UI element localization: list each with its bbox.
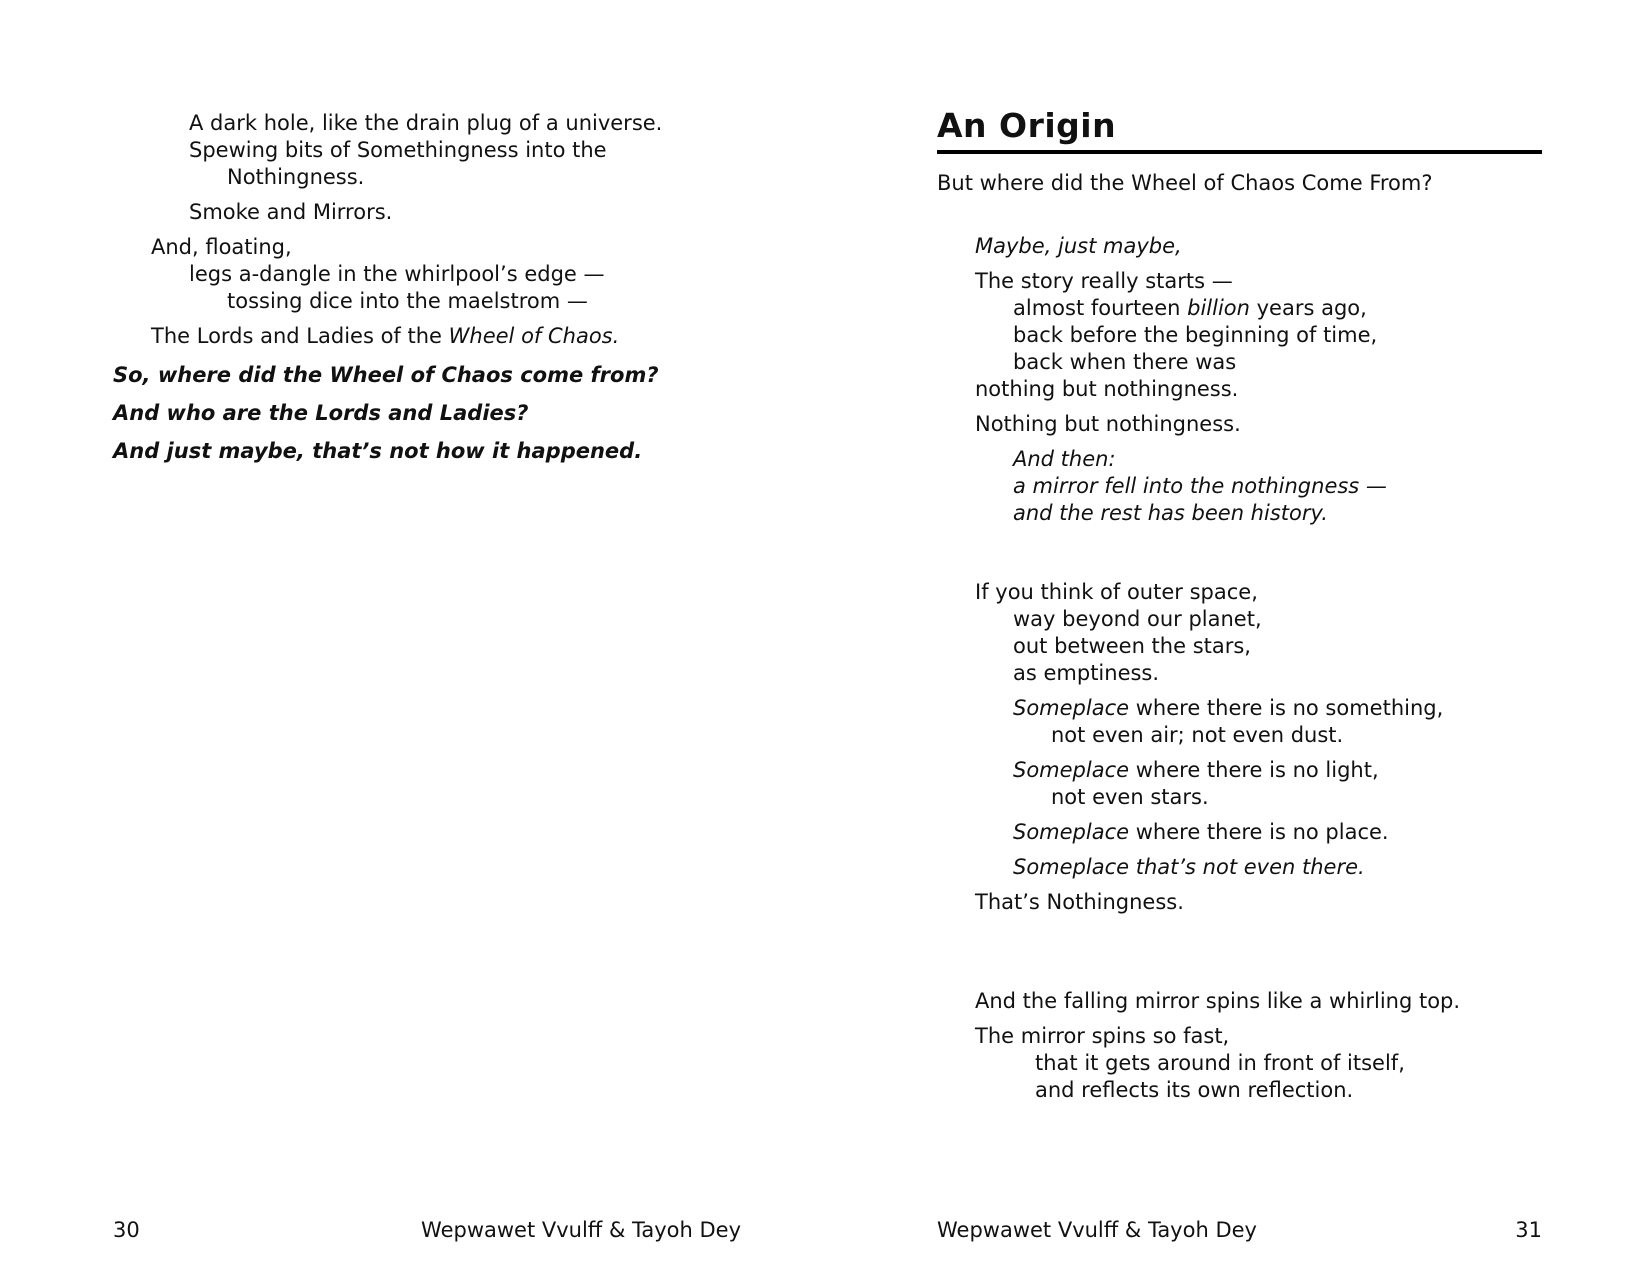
poem-line: [937, 1023, 1542, 1050]
stanza: [937, 1023, 1542, 1104]
poem-text: But where did the Wheel of Chaos Come From?: [937, 171, 1433, 195]
stanza: [937, 170, 1542, 197]
poem-line: [937, 322, 1542, 349]
poem-text: and reflects its own reflection.: [1035, 1078, 1354, 1102]
poem-line: [937, 1077, 1542, 1104]
poem-line: [937, 446, 1542, 473]
poem-text: Nothingness.: [227, 165, 365, 189]
stanza: [937, 446, 1542, 527]
poem-text: years ago,: [1249, 296, 1367, 320]
poem-line: [937, 784, 1542, 811]
stanza: [937, 579, 1542, 687]
poem-text: A dark hole, like the drain plug of a universe.: [189, 111, 663, 135]
poem-line: [113, 164, 741, 191]
poem-line: [937, 349, 1542, 376]
page-number: 30: [113, 1218, 140, 1242]
poem-text: back before the beginning of time,: [1013, 323, 1378, 347]
poem-line: [937, 988, 1542, 1015]
stanza: [937, 411, 1542, 438]
poem-text: not even stars.: [1051, 785, 1209, 809]
footer-left: [113, 1217, 741, 1244]
poem-text-italic: And then:: [1013, 447, 1116, 471]
poem-text: that it gets around in front of itself,: [1035, 1051, 1405, 1075]
poem-line: [113, 288, 741, 315]
poem-text: And just maybe, that’s not how it happened.: [113, 439, 643, 463]
poem-line: [113, 362, 741, 389]
running-title: Wepwawet Vvulff & Tayoh Dey: [937, 1218, 1257, 1242]
poem-line: [113, 438, 741, 465]
poem-section-left: [113, 110, 741, 465]
poem-text: tossing dice into the maelstrom —: [227, 289, 588, 313]
poem-line: [937, 376, 1542, 403]
heading-spacer: [937, 154, 1542, 170]
poem-text: That’s Nothingness.: [975, 890, 1184, 914]
poem-text: The story really starts —: [975, 269, 1233, 293]
poem-text-italic: and the rest has been history.: [1013, 501, 1328, 525]
poem-text-italic: Someplace: [1013, 758, 1130, 782]
poem-line: [937, 170, 1542, 197]
stanza: [113, 110, 741, 191]
poem-text: nothing but nothingness.: [975, 377, 1239, 401]
poem-line: [937, 606, 1542, 633]
poem-text: Spewing bits of Somethingness into the: [189, 138, 607, 162]
page-right: [824, 0, 1649, 1275]
page-left: [0, 0, 824, 1275]
poem-line: [937, 757, 1542, 784]
poem-line: [937, 819, 1542, 846]
poem-line: [937, 660, 1542, 687]
stanza: [113, 438, 741, 465]
poem-line: [937, 411, 1542, 438]
poem-text-italic: Wheel of Chaos.: [448, 324, 620, 348]
poem-text-italic: Someplace: [1013, 696, 1130, 720]
stanza: [937, 757, 1542, 811]
poem-line: [937, 633, 1542, 660]
poem-text: And who are the Lords and Ladies?: [113, 401, 529, 425]
poem-text: Nothing but nothingness.: [975, 412, 1241, 436]
stanza: [113, 323, 741, 350]
poem-text: legs a-dangle in the whirlpool’s edge —: [189, 262, 605, 286]
poem-line: [937, 695, 1542, 722]
poem-line: [937, 579, 1542, 606]
poem-text: where there is no something,: [1129, 696, 1444, 720]
stanza: [937, 854, 1542, 881]
poem-text-italic: Someplace that’s not even there.: [1013, 855, 1365, 879]
poem-line: [113, 323, 741, 350]
poem-line: [937, 1050, 1542, 1077]
poem-text: way beyond our planet,: [1013, 607, 1262, 631]
chapter-heading: An Origin: [937, 106, 1117, 145]
footer-right: [937, 1217, 1542, 1244]
poem-text-italic: a mirror fell into the nothingness —: [1013, 474, 1387, 498]
poem-text: If you think of outer space,: [975, 580, 1258, 604]
poem-text: Smoke and Mirrors.: [189, 200, 393, 224]
poem-text: The mirror spins so fast,: [975, 1024, 1230, 1048]
poem-section-right: [937, 170, 1542, 1104]
stanza: [937, 233, 1542, 260]
poem-text: back when there was: [1013, 350, 1237, 374]
poem-line: [113, 110, 741, 137]
poem-text: So, where did the Wheel of Chaos come from?: [113, 363, 659, 387]
poem-text: And the falling mirror spins like a whirling top.: [975, 989, 1461, 1013]
poem-text-italic: billion: [1187, 296, 1250, 320]
stanza: [937, 988, 1542, 1015]
poem-text: not even air; not even dust.: [1051, 723, 1344, 747]
poem-line: [937, 233, 1542, 260]
page-number: 31: [1515, 1218, 1542, 1242]
poem-text: where there is no light,: [1129, 758, 1379, 782]
poem-line: [113, 137, 741, 164]
poem-text: almost fourteen: [1013, 296, 1188, 320]
stanza: [937, 889, 1542, 916]
poem-text: out between the stars,: [1013, 634, 1251, 658]
poem-line: [937, 889, 1542, 916]
stanza: [113, 362, 741, 389]
poem-text-italic: Maybe, just maybe,: [975, 234, 1182, 258]
stanza: [937, 695, 1542, 749]
stanza: [113, 199, 741, 226]
poem-line: [113, 234, 741, 261]
poem-line: [113, 400, 741, 427]
poem-line: [113, 261, 741, 288]
poem-line: [937, 500, 1542, 527]
stanza: [113, 234, 741, 315]
stanza: [937, 819, 1542, 846]
poem-line: [937, 295, 1542, 322]
stanza: [113, 400, 741, 427]
poem-text: where there is no place.: [1129, 820, 1389, 844]
poem-line: [937, 854, 1542, 881]
stanza: [937, 268, 1542, 403]
poem-text: The Lords and Ladies of the: [151, 324, 449, 348]
poem-text: as emptiness.: [1013, 661, 1160, 685]
poem-line: [937, 268, 1542, 295]
running-title: Wepwawet Vvulff & Tayoh Dey: [421, 1218, 741, 1242]
poem-line: [113, 199, 741, 226]
poem-text: And, floating,: [151, 235, 292, 259]
poem-line: [937, 722, 1542, 749]
poem-text-italic: Someplace: [1013, 820, 1130, 844]
poem-line: [937, 473, 1542, 500]
